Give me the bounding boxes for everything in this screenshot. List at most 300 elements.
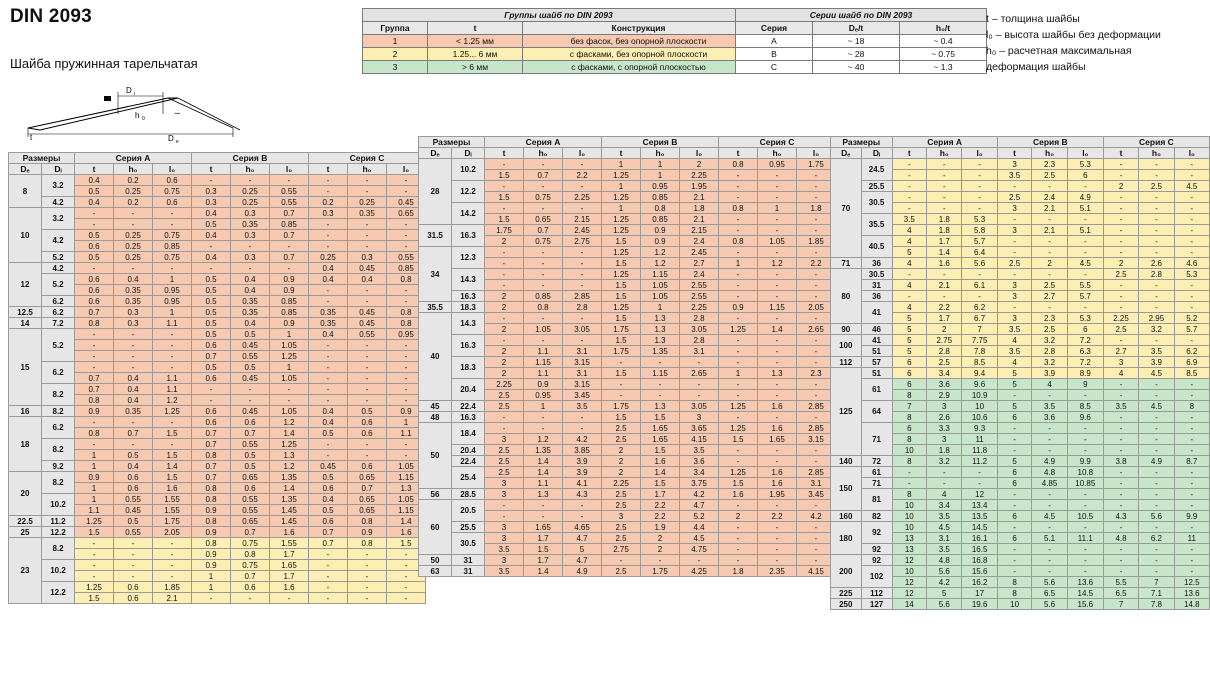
cell-value: 0.6 bbox=[153, 197, 192, 208]
col-header: Серия C bbox=[1103, 137, 1209, 148]
table-row bbox=[831, 291, 1210, 302]
cell-value: 6 bbox=[892, 368, 927, 379]
cell-value: - bbox=[997, 214, 1032, 225]
cell-value: 13 bbox=[892, 533, 927, 544]
table-row bbox=[419, 159, 836, 170]
cell-value: 0.6 bbox=[231, 582, 270, 593]
cell-value: 0.8 bbox=[641, 203, 680, 214]
cell-di: 51 bbox=[861, 346, 892, 357]
table-row bbox=[736, 48, 987, 61]
cell-value: 4.8 bbox=[1032, 467, 1067, 478]
col-header: h₀ bbox=[524, 148, 563, 159]
cell-value: - bbox=[1174, 236, 1209, 247]
legend-line-1: l₀ – высота шайбы без деформации bbox=[986, 29, 1161, 41]
cell-value: - bbox=[114, 263, 153, 274]
cell-value: 3.4 bbox=[680, 467, 719, 478]
cell-value: - bbox=[348, 560, 387, 571]
col-header: l₀ bbox=[387, 164, 426, 175]
cell-value: - bbox=[797, 214, 836, 225]
cell-di: 35.5 bbox=[861, 214, 892, 236]
cell-value: 5.6 bbox=[927, 599, 962, 610]
cell-value: - bbox=[309, 351, 348, 362]
cell-value: - bbox=[758, 379, 797, 390]
table-subheader-row bbox=[419, 148, 836, 159]
cell-value: - bbox=[1103, 192, 1138, 203]
cell-value: - bbox=[892, 203, 927, 214]
cell-value: 9.6 bbox=[962, 379, 997, 390]
cell-value: 1.4 bbox=[387, 516, 426, 527]
cell-de: 14 bbox=[9, 318, 42, 329]
cell-value: 1.5 bbox=[602, 236, 641, 247]
cell-value: 0.6 bbox=[114, 582, 153, 593]
cell-de: 60 bbox=[419, 500, 452, 555]
cell-value: 0.4 bbox=[231, 274, 270, 285]
cell-value: 13.6 bbox=[1174, 588, 1209, 599]
cell-value: 8.5 bbox=[1067, 401, 1103, 412]
cell-value: - bbox=[892, 181, 927, 192]
cell-value: - bbox=[348, 230, 387, 241]
table-row bbox=[419, 302, 836, 313]
table-row bbox=[831, 456, 1210, 467]
cell-di: 30.5 bbox=[861, 192, 892, 214]
cell-value: 8 bbox=[997, 577, 1032, 588]
cell-value: 2.85 bbox=[797, 401, 836, 412]
cell-value: 9.4 bbox=[962, 368, 997, 379]
cell-di: 22.4 bbox=[452, 401, 485, 412]
col-header: Серия C bbox=[309, 153, 426, 164]
cell-value: 0.8 bbox=[75, 428, 114, 439]
cell-value: - bbox=[270, 263, 309, 274]
table-row bbox=[363, 35, 755, 48]
groups-cell: < 1.25 мм bbox=[428, 35, 523, 48]
series-cell: C bbox=[736, 61, 813, 74]
cell-value: - bbox=[797, 555, 836, 566]
series-cell: ~ 0.4 bbox=[900, 35, 987, 48]
cell-value: 16.2 bbox=[962, 577, 997, 588]
cell-value: 0.6 bbox=[153, 175, 192, 186]
cell-value: - bbox=[231, 593, 270, 604]
cell-value: 1.1 bbox=[524, 346, 563, 357]
cell-value: - bbox=[348, 571, 387, 582]
cell-value: 2.5 bbox=[997, 192, 1032, 203]
cell-value: 0.35 bbox=[114, 285, 153, 296]
cell-value: - bbox=[1174, 500, 1209, 511]
cell-value: 2.5 bbox=[1032, 170, 1067, 181]
cell-value: - bbox=[758, 533, 797, 544]
table-header-row bbox=[419, 137, 836, 148]
cell-value: 10 bbox=[962, 401, 997, 412]
cell-value: 8 bbox=[997, 588, 1032, 599]
cell-value: - bbox=[719, 533, 758, 544]
cell-value: 1.1 bbox=[153, 318, 192, 329]
cell-value: 0.45 bbox=[231, 406, 270, 417]
cell-value: 1.3 bbox=[270, 450, 309, 461]
cell-value: 0.2 bbox=[309, 197, 348, 208]
cell-value: 2.25 bbox=[602, 478, 641, 489]
cell-value: - bbox=[997, 269, 1032, 280]
series-col-header-0: Серия bbox=[736, 22, 813, 35]
table-row bbox=[419, 357, 836, 368]
cell-value: 15.6 bbox=[1067, 599, 1103, 610]
cell-value: - bbox=[75, 340, 114, 351]
cell-value: 0.6 bbox=[348, 461, 387, 472]
cell-value: - bbox=[892, 467, 927, 478]
cell-value: - bbox=[524, 313, 563, 324]
cell-value: 0.3 bbox=[192, 197, 231, 208]
cell-de: 18 bbox=[9, 417, 42, 472]
cell-de: 34 bbox=[419, 247, 452, 302]
cell-value: 0.6 bbox=[192, 406, 231, 417]
cell-value: 2.65 bbox=[797, 324, 836, 335]
cell-value: - bbox=[758, 456, 797, 467]
cell-di: 30.5 bbox=[861, 269, 892, 280]
cell-value: 5.7 bbox=[1067, 291, 1103, 302]
cell-value: 0.55 bbox=[114, 494, 153, 505]
cell-value: - bbox=[1139, 335, 1174, 346]
cell-value: 3.9 bbox=[1139, 357, 1174, 368]
cell-value: 13.6 bbox=[1067, 577, 1103, 588]
cell-value: - bbox=[1067, 500, 1103, 511]
cell-value: 15.6 bbox=[962, 566, 997, 577]
table-header-row bbox=[9, 153, 426, 164]
cell-di: 16.3 bbox=[452, 412, 485, 423]
cell-value: 19.6 bbox=[962, 599, 997, 610]
cell-value: 2.9 bbox=[927, 390, 962, 401]
cell-value: 0.9 bbox=[270, 274, 309, 285]
cell-value: - bbox=[797, 500, 836, 511]
cell-value: 5 bbox=[997, 456, 1032, 467]
cell-value: 0.9 bbox=[75, 472, 114, 483]
table-row bbox=[419, 445, 836, 456]
cell-value: 1.4 bbox=[153, 461, 192, 472]
cell-value: - bbox=[75, 439, 114, 450]
cell-value: - bbox=[387, 219, 426, 230]
cell-value: 0.6 bbox=[75, 296, 114, 307]
cell-value: 13 bbox=[892, 544, 927, 555]
cell-value: 1.3 bbox=[641, 335, 680, 346]
table-row bbox=[9, 307, 426, 318]
cell-value: - bbox=[641, 379, 680, 390]
cell-value: - bbox=[1103, 214, 1138, 225]
cell-value: - bbox=[231, 241, 270, 252]
cell-value: 1.2 bbox=[641, 247, 680, 258]
legend-line-0: t – толщина шайбы bbox=[986, 13, 1080, 25]
cell-value: - bbox=[485, 247, 524, 258]
cell-value: - bbox=[1139, 390, 1174, 401]
cell-value: 1.25 bbox=[602, 170, 641, 181]
cell-value: - bbox=[1103, 247, 1138, 258]
cell-value: - bbox=[485, 258, 524, 269]
cell-value: 4 bbox=[892, 280, 927, 291]
cell-value: 3.1 bbox=[680, 346, 719, 357]
col-header: Размеры bbox=[831, 137, 893, 148]
cell-value: - bbox=[1067, 489, 1103, 500]
cell-value: - bbox=[1067, 566, 1103, 577]
cell-value: - bbox=[719, 357, 758, 368]
cell-value: 1.5 bbox=[602, 280, 641, 291]
cell-value: 3 bbox=[997, 159, 1032, 170]
cell-di: 72 bbox=[861, 456, 892, 467]
cell-value: - bbox=[1174, 390, 1209, 401]
table-row bbox=[831, 423, 1210, 434]
cell-value: 1.3 bbox=[641, 401, 680, 412]
cell-di: 31 bbox=[452, 566, 485, 577]
cell-value: 1.05 bbox=[270, 340, 309, 351]
cell-value: 0.4 bbox=[114, 461, 153, 472]
cell-di: 36 bbox=[861, 258, 892, 269]
cell-value: 1.8 bbox=[719, 566, 758, 577]
cell-value: 0.65 bbox=[524, 214, 563, 225]
cell-di: 12.2 bbox=[452, 181, 485, 203]
cell-value: 9.9 bbox=[1174, 511, 1209, 522]
cell-value: - bbox=[348, 373, 387, 384]
col-header: h₀ bbox=[1032, 148, 1067, 159]
cell-value: - bbox=[485, 203, 524, 214]
cell-value: - bbox=[892, 478, 927, 489]
cell-value: 0.7 bbox=[192, 428, 231, 439]
cell-value: - bbox=[153, 560, 192, 571]
cell-value: 2 bbox=[927, 324, 962, 335]
cell-value: 1.6 bbox=[153, 483, 192, 494]
cell-value: - bbox=[387, 230, 426, 241]
cell-value: 11 bbox=[962, 434, 997, 445]
cell-value: - bbox=[524, 423, 563, 434]
cell-value: - bbox=[485, 423, 524, 434]
cell-value: - bbox=[1032, 489, 1067, 500]
table-row bbox=[9, 208, 426, 219]
cell-de: 22.5 bbox=[9, 516, 42, 527]
cell-di: 82 bbox=[861, 511, 892, 522]
cell-value: 1.25 bbox=[270, 439, 309, 450]
table-row bbox=[9, 538, 426, 549]
cell-value: 1.25 bbox=[602, 225, 641, 236]
cell-value: - bbox=[1139, 280, 1174, 291]
cell-value: 1.5 bbox=[75, 593, 114, 604]
cell-value: 6 bbox=[1067, 324, 1103, 335]
cell-value: 8.5 bbox=[962, 357, 997, 368]
cell-value: - bbox=[75, 538, 114, 549]
cell-value: - bbox=[114, 417, 153, 428]
cell-value: 2.5 bbox=[485, 401, 524, 412]
cell-value: - bbox=[1139, 500, 1174, 511]
cell-di: 92 bbox=[861, 544, 892, 555]
cell-value: 3.75 bbox=[680, 478, 719, 489]
cell-di: 5.2 bbox=[42, 274, 75, 296]
col-header: l₀ bbox=[962, 148, 997, 159]
cell-value: - bbox=[1067, 434, 1103, 445]
cell-value: 3 bbox=[485, 533, 524, 544]
cell-di: 9.2 bbox=[42, 461, 75, 472]
cell-value: - bbox=[758, 181, 797, 192]
cell-value: 0.3 bbox=[192, 186, 231, 197]
cell-value: 1 bbox=[270, 362, 309, 373]
cell-value: - bbox=[270, 384, 309, 395]
cell-value: 3 bbox=[997, 203, 1032, 214]
cell-value: 1.65 bbox=[641, 423, 680, 434]
cell-value: 3.6 bbox=[680, 456, 719, 467]
cell-value: - bbox=[962, 203, 997, 214]
table-row bbox=[419, 225, 836, 236]
table-row bbox=[831, 280, 1210, 291]
cell-value: - bbox=[797, 335, 836, 346]
cell-value: - bbox=[602, 379, 641, 390]
cell-value: 2.25 bbox=[680, 302, 719, 313]
cell-value: 3.05 bbox=[680, 324, 719, 335]
legend bbox=[986, 12, 1208, 76]
cell-value: 1.5 bbox=[602, 368, 641, 379]
cell-value: - bbox=[524, 159, 563, 170]
cell-value: 0.45 bbox=[231, 373, 270, 384]
cell-value: 4.8 bbox=[1103, 533, 1138, 544]
cell-value: 0.9 bbox=[524, 379, 563, 390]
cell-value: 6 bbox=[997, 412, 1032, 423]
cell-value: - bbox=[485, 181, 524, 192]
groups-cell: > 6 мм bbox=[428, 61, 523, 74]
cell-di: 102 bbox=[861, 566, 892, 588]
cell-value: 2.5 bbox=[1032, 324, 1067, 335]
cell-value: 1.95 bbox=[758, 489, 797, 500]
cell-value: - bbox=[1067, 390, 1103, 401]
cell-value: 3.45 bbox=[563, 390, 602, 401]
cell-value: - bbox=[153, 208, 192, 219]
cell-value: 1.3 bbox=[387, 483, 426, 494]
col-header: t bbox=[997, 148, 1032, 159]
cell-value: - bbox=[1174, 302, 1209, 313]
cell-de: 71 bbox=[831, 258, 862, 269]
col-header: Dₑ bbox=[9, 164, 42, 175]
cell-value: 1 bbox=[602, 181, 641, 192]
cell-value: 0.3 bbox=[231, 230, 270, 241]
table-row bbox=[419, 181, 836, 192]
cell-value: 1 bbox=[524, 401, 563, 412]
cell-value: 0.25 bbox=[114, 186, 153, 197]
cell-value: - bbox=[1174, 412, 1209, 423]
cell-value: 5.5 bbox=[1067, 280, 1103, 291]
dimension-table-1 bbox=[8, 152, 426, 604]
cell-value: 1.45 bbox=[270, 505, 309, 516]
cell-value: 2.75 bbox=[927, 335, 962, 346]
cell-value: 8 bbox=[892, 412, 927, 423]
cell-value: - bbox=[387, 373, 426, 384]
cell-value: 0.7 bbox=[270, 230, 309, 241]
cell-value: 5 bbox=[892, 335, 927, 346]
cell-value: - bbox=[348, 285, 387, 296]
cell-value: 6 bbox=[892, 423, 927, 434]
cell-value: - bbox=[719, 247, 758, 258]
cell-value: - bbox=[75, 329, 114, 340]
cell-value: - bbox=[927, 170, 962, 181]
cell-value: 1.3 bbox=[524, 489, 563, 500]
cell-value: - bbox=[348, 186, 387, 197]
cell-de: 70 bbox=[831, 159, 862, 258]
cell-value: 1.25 bbox=[602, 192, 641, 203]
cell-value: - bbox=[309, 230, 348, 241]
cell-de: 150 bbox=[831, 467, 862, 511]
cell-value: 6 bbox=[997, 533, 1032, 544]
cell-value: 0.9 bbox=[387, 406, 426, 417]
cell-value: 1.75 bbox=[602, 401, 641, 412]
cell-value: 1.1 bbox=[387, 428, 426, 439]
col-header: Серия А bbox=[892, 137, 997, 148]
cell-value: 14 bbox=[892, 599, 927, 610]
cell-value: - bbox=[719, 500, 758, 511]
cell-value: 0.55 bbox=[348, 329, 387, 340]
cell-value: - bbox=[563, 423, 602, 434]
cell-value: 3.4 bbox=[927, 368, 962, 379]
cell-value: - bbox=[1032, 302, 1067, 313]
cell-value: 2.5 bbox=[927, 357, 962, 368]
washer-diagram bbox=[18, 84, 238, 145]
table-row bbox=[736, 35, 987, 48]
cell-value: - bbox=[719, 445, 758, 456]
cell-value: 1.5 bbox=[641, 412, 680, 423]
page-subtitle: Шайба пружинная тарельчатая bbox=[10, 56, 198, 71]
cell-value: - bbox=[1139, 170, 1174, 181]
cell-value: - bbox=[192, 384, 231, 395]
cell-value: - bbox=[387, 549, 426, 560]
cell-value: 2.15 bbox=[563, 214, 602, 225]
cell-value: - bbox=[524, 500, 563, 511]
cell-di: 8.2 bbox=[42, 538, 75, 560]
cell-value: 1.75 bbox=[153, 516, 192, 527]
cell-value: 0.4 bbox=[192, 252, 231, 263]
cell-value: - bbox=[75, 417, 114, 428]
cell-value: 3.5 bbox=[680, 445, 719, 456]
cell-de: 25 bbox=[9, 527, 42, 538]
cell-value: - bbox=[758, 291, 797, 302]
cell-di: 6.2 bbox=[42, 417, 75, 439]
cell-value: - bbox=[309, 340, 348, 351]
cell-value: 5.1 bbox=[1032, 533, 1067, 544]
svg-text:l: l bbox=[175, 112, 182, 114]
cell-value: 2 bbox=[1103, 181, 1138, 192]
cell-value: 0.7 bbox=[75, 373, 114, 384]
cell-value: - bbox=[387, 384, 426, 395]
table-row bbox=[9, 461, 426, 472]
cell-value: 0.7 bbox=[192, 461, 231, 472]
cell-value: 4 bbox=[1032, 379, 1067, 390]
cell-value: 3.5 bbox=[485, 544, 524, 555]
col-header: h₀ bbox=[1139, 148, 1174, 159]
cell-value: 1.6 bbox=[758, 478, 797, 489]
cell-value: 10 bbox=[892, 511, 927, 522]
cell-value: 2.3 bbox=[1032, 159, 1067, 170]
cell-de: 180 bbox=[831, 522, 862, 555]
col-header: t bbox=[719, 148, 758, 159]
cell-value: 2.5 bbox=[1032, 280, 1067, 291]
cell-value: 4.9 bbox=[1067, 192, 1103, 203]
cell-value: - bbox=[309, 560, 348, 571]
col-header: l₀ bbox=[680, 148, 719, 159]
cell-value: - bbox=[114, 362, 153, 373]
cell-value: 1.35 bbox=[270, 494, 309, 505]
cell-value: 6.9 bbox=[1174, 357, 1209, 368]
cell-value: 0.65 bbox=[348, 494, 387, 505]
cell-value: - bbox=[892, 170, 927, 181]
cell-value: - bbox=[563, 203, 602, 214]
cell-value: 4.15 bbox=[797, 566, 836, 577]
cell-value: 5 bbox=[927, 588, 962, 599]
cell-value: 2 bbox=[680, 159, 719, 170]
cell-value: 2.45 bbox=[680, 247, 719, 258]
cell-value: 3.6 bbox=[1032, 412, 1067, 423]
table-row bbox=[9, 494, 426, 505]
cell-value: 0.4 bbox=[231, 318, 270, 329]
cell-de: 160 bbox=[831, 511, 862, 522]
cell-value: 0.35 bbox=[309, 318, 348, 329]
cell-value: - bbox=[758, 445, 797, 456]
cell-value: - bbox=[719, 269, 758, 280]
